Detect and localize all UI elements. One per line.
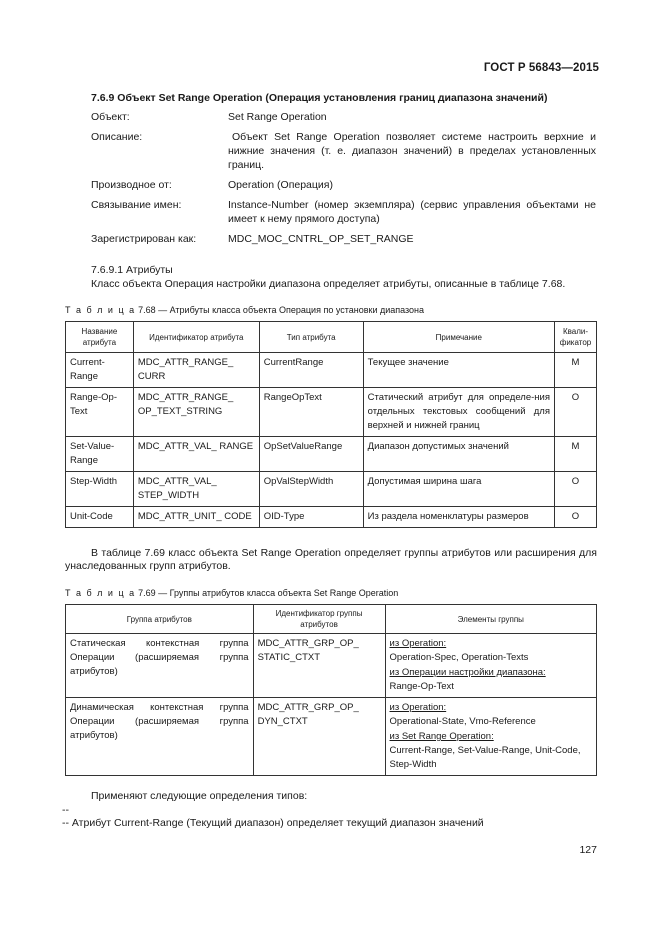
cell: OpValStepWidth bbox=[259, 472, 363, 507]
property-label: Описание: bbox=[91, 131, 143, 143]
cell bbox=[385, 698, 596, 776]
paragraph-table-769-intro: В таблице 7.69 класс объекта Set Range Operation определяет группы атрибутов или расширения для унаследованных групп атрибутов. bbox=[65, 547, 597, 572]
cell: Статический атрибут для определе-ния отдельных текстовых сообщений для верхней и нижней границ bbox=[363, 388, 554, 437]
group-elements: Current-Range, Set-Value-Range, Unit-Code, Step-Width bbox=[389, 745, 581, 770]
subsection-title: 7.6.9.1 Атрибуты bbox=[91, 264, 173, 276]
cell: O bbox=[554, 507, 596, 528]
group-source: из Operation: bbox=[389, 638, 447, 649]
table-row bbox=[66, 698, 597, 776]
column-header: Элементы группы bbox=[385, 605, 596, 634]
caption-text: 7.68 — Атрибуты класса объекта Операция по установки диапазона bbox=[135, 305, 425, 315]
cell: MDC_ATTR_GRP_OP_ STATIC_CTXT bbox=[253, 634, 385, 698]
page-number: 127 bbox=[579, 844, 597, 856]
cell: MDC_ATTR_GRP_OP_ DYN_CTXT bbox=[253, 698, 385, 776]
group-elements: Operation-Spec, Operation-Texts bbox=[389, 652, 529, 663]
table-768 bbox=[65, 321, 597, 528]
property-value: Operation (Операция) bbox=[228, 179, 333, 191]
cell: Current-Range bbox=[66, 353, 134, 388]
table-header-row bbox=[66, 605, 597, 634]
property-row bbox=[91, 198, 596, 226]
caption-text: 7.69 — Группы атрибутов класса объекта Set Range Operation bbox=[135, 588, 399, 598]
property-value: MDC_MOC_CNTRL_OP_SET_RANGE bbox=[228, 233, 414, 245]
property-label: Объект: bbox=[91, 111, 130, 123]
property-value: Объект Set Range Operation позволяет системе настроить верхние и нижние значения (т. е. диапазон значений) в пределах установленных границ. bbox=[228, 131, 596, 171]
type-definitions-intro: Применяют следующие определения типов: bbox=[91, 790, 308, 802]
column-header: Идентификатор атрибута bbox=[133, 322, 259, 353]
cell: OID-Type bbox=[259, 507, 363, 528]
column-header: Название атрибута bbox=[66, 322, 134, 353]
cell: Текущее значение bbox=[363, 353, 554, 388]
cell: MDC_ATTR_RANGE_ CURR bbox=[133, 353, 259, 388]
cell: RangeOpText bbox=[259, 388, 363, 437]
group-source: из Set Range Operation: bbox=[389, 731, 494, 742]
cell: MDC_ATTR_RANGE_ OP_TEXT_STRING bbox=[133, 388, 259, 437]
cell: M bbox=[554, 437, 596, 472]
cell bbox=[385, 634, 596, 698]
group-elements: Operational-State, Vmo-Reference bbox=[389, 716, 536, 727]
object-properties bbox=[91, 110, 596, 252]
column-header: Примечание bbox=[363, 322, 554, 353]
table-row bbox=[66, 353, 597, 388]
table-header-row bbox=[66, 322, 597, 353]
cell: O bbox=[554, 472, 596, 507]
dash-line: -- Атрибут Current-Range (Текущий диапазон) определяет текущий диапазон значений bbox=[62, 817, 484, 829]
group-source: из Операции настройки диапазона: bbox=[389, 667, 546, 678]
cell: CurrentRange bbox=[259, 353, 363, 388]
standard-number: ГОСТ Р 56843—2015 bbox=[483, 62, 599, 74]
property-value: Set Range Operation bbox=[228, 111, 327, 123]
table-row bbox=[66, 437, 597, 472]
cell: Динамическая контекстная группа Операции (расширяемая группа атрибутов) bbox=[66, 698, 254, 776]
table-row bbox=[66, 634, 597, 698]
table-row bbox=[66, 507, 597, 528]
column-header: Тип атрибута bbox=[259, 322, 363, 353]
dash-line: -- bbox=[62, 804, 69, 816]
cell: Диапазон допустимых значений bbox=[363, 437, 554, 472]
property-value: Instance-Number (номер экземпляра) (сервис управления объектами не имеет к нему прямого доступа) bbox=[228, 199, 596, 225]
column-header: Группа атрибутов bbox=[66, 605, 254, 634]
caption-prefix: Т а б л и ц а bbox=[65, 588, 136, 598]
property-row bbox=[91, 232, 596, 246]
table-row bbox=[66, 388, 597, 437]
group-elements: Range-Op-Text bbox=[389, 681, 454, 692]
cell: Range-Op-Text bbox=[66, 388, 134, 437]
cell: O bbox=[554, 388, 596, 437]
table-769-caption bbox=[65, 588, 398, 598]
cell: MDC_ATTR_VAL_ STEP_WIDTH bbox=[133, 472, 259, 507]
cell: MDC_ATTR_VAL_ RANGE bbox=[133, 437, 259, 472]
table-769 bbox=[65, 604, 597, 776]
caption-prefix: Т а б л и ц а bbox=[65, 305, 136, 315]
cell: MDC_ATTR_UNIT_ CODE bbox=[133, 507, 259, 528]
cell: Step-Width bbox=[66, 472, 134, 507]
group-source: из Operation: bbox=[389, 702, 447, 713]
property-label: Производное от: bbox=[91, 179, 172, 191]
cell: Статическая контекстная группа Операции (расширяемая группа атрибутов) bbox=[66, 634, 254, 698]
cell: Из раздела номенклатуры размеров bbox=[363, 507, 554, 528]
property-row bbox=[91, 110, 596, 124]
column-header: Идентификатор группы атрибутов bbox=[253, 605, 385, 634]
property-row bbox=[91, 178, 596, 192]
section-title: 7.6.9 Объект Set Range Operation (Операция установления границ диапазона значений) bbox=[91, 92, 548, 104]
subsection-intro: Класс объекта Операция настройки диапазона определяет атрибуты, описанные в таблице 7.68. bbox=[91, 278, 566, 290]
cell: Unit-Code bbox=[66, 507, 134, 528]
table-768-caption bbox=[65, 305, 424, 315]
property-row bbox=[91, 130, 596, 172]
cell: M bbox=[554, 353, 596, 388]
cell: Set-Value-Range bbox=[66, 437, 134, 472]
property-label: Связывание имен: bbox=[91, 199, 182, 211]
column-header: Квали-фикатор bbox=[554, 322, 596, 353]
cell: OpSetValueRange bbox=[259, 437, 363, 472]
cell: Допустимая ширина шага bbox=[363, 472, 554, 507]
table-row bbox=[66, 472, 597, 507]
property-label: Зарегистрирован как: bbox=[91, 233, 197, 245]
